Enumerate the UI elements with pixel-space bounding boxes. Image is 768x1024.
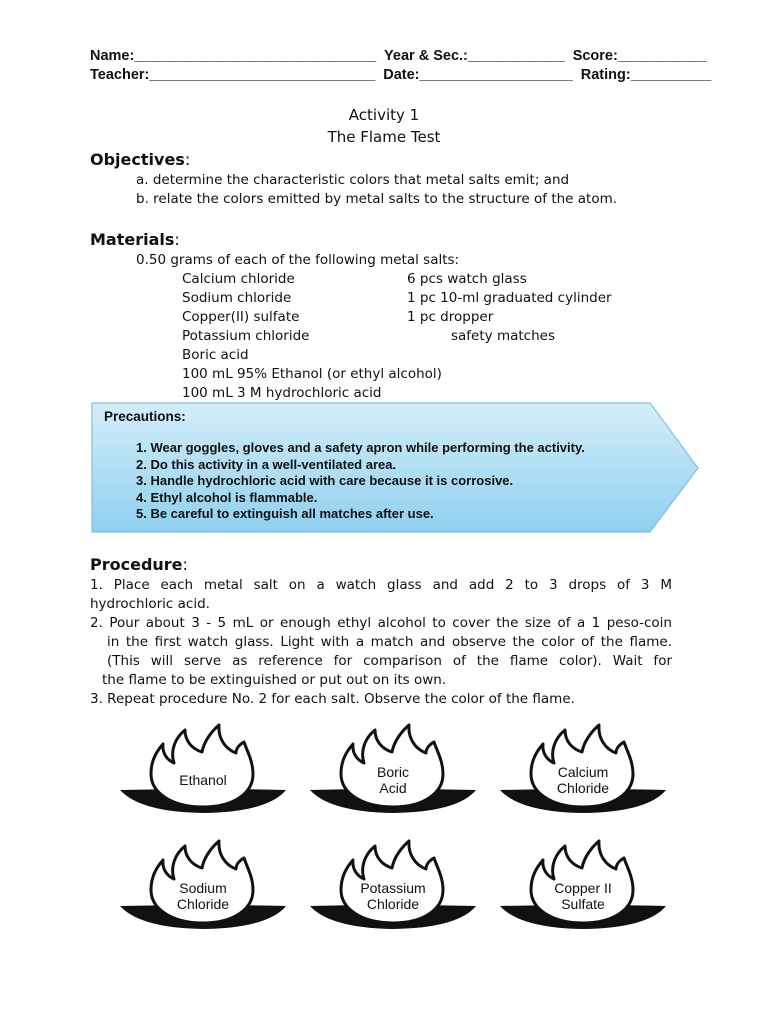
header-line-1: Name:______________________________ Year & Sec.:____________ Score:___________: [90, 48, 707, 64]
precaution-item-1: 1. Wear goggles, gloves and a safety apron while performing the activity.: [136, 440, 585, 455]
flame-label: [538, 764, 628, 796]
material-left-6: 100 mL 95% Ethanol (or ethyl alcohol): [182, 366, 442, 382]
flame-watch-glass: [308, 838, 478, 938]
flame-label-line-1: Potassium: [360, 880, 426, 896]
precaution-item-4: 4. Ethyl alcohol is flammable.: [136, 490, 318, 505]
material-right-4: safety matches: [451, 328, 555, 344]
header-line-2: Teacher:____________________________ Date:___________________ Rating:__________: [90, 67, 712, 83]
material-left-3: Copper(II) sulfate: [182, 309, 300, 325]
flame-label-line-1: Calcium: [557, 764, 609, 780]
procedure-line-2: hydrochloric acid.: [90, 596, 210, 612]
material-right-3: 1 pc dropper: [407, 309, 494, 325]
procedure-line-5: (This will serve as reference for comparison of the flame color). Wait for: [107, 653, 672, 669]
flame-label-line-2: Acid: [379, 780, 407, 796]
activity-title: The Flame Test: [327, 128, 441, 146]
materials-heading: Materials:: [90, 230, 180, 249]
material-left-2: Sodium chloride: [182, 290, 292, 306]
material-left-1: Calcium chloride: [182, 271, 295, 287]
flame-watch-glass: [118, 838, 288, 938]
procedure-line-3: 2. Pour about 3 - 5 mL or enough ethyl alcohol to cover the size of a 1 peso-coin: [90, 615, 672, 631]
flame-label: [538, 880, 628, 912]
material-left-7: 100 mL 3 M hydrochloric acid: [182, 385, 382, 401]
flame-watch-glass: [498, 722, 668, 822]
procedure-line-7: 3. Repeat procedure No. 2 for each salt. Observe the color of the flame.: [90, 691, 575, 707]
flame-watch-glass: [118, 722, 288, 822]
precautions-title: Precautions:: [104, 409, 186, 424]
precaution-item-5: 5. Be careful to extinguish all matches after use.: [136, 506, 434, 521]
procedure-line-6: the flame to be extinguished or put out on its own.: [102, 672, 447, 688]
precaution-item-3: 3. Handle hydrochloric acid with care because it is corrosive.: [136, 473, 514, 488]
flame-label: [348, 880, 438, 912]
flame-watch-glass: [498, 838, 668, 938]
flame-label-line-1: Sodium: [179, 880, 227, 896]
flame-label: [348, 764, 438, 796]
material-left-5: Boric acid: [182, 347, 249, 363]
objectives-heading: Objectives:: [90, 150, 191, 169]
flame-label: [158, 880, 248, 912]
objective-item-a: a. determine the characteristic colors that metal salts emit; and: [136, 172, 570, 188]
procedure-line-4: in the first watch glass. Light with a match and observe the color of the flame.: [107, 634, 672, 650]
flame-label-line-2: Chloride: [556, 780, 610, 796]
objective-item-b: b. relate the colors emitted by metal salts to the structure of the atom.: [136, 191, 618, 207]
flame-watch-glass: [308, 722, 478, 822]
precaution-item-2: 2. Do this activity in a well-ventilated area.: [136, 457, 397, 472]
material-left-4: Potassium chloride: [182, 328, 310, 344]
procedure-heading: Procedure:: [90, 555, 188, 574]
material-right-2: 1 pc 10-ml graduated cylinder: [407, 290, 612, 306]
flame-label: [158, 772, 248, 788]
flame-label-line-2: Chloride: [176, 896, 230, 912]
flame-label-line-1: Ethanol: [179, 772, 227, 788]
procedure-line-1: 1. Place each metal salt on a watch glass and add 2 to 3 drops of 3 M: [90, 577, 672, 593]
flame-label-line-1: Copper II: [554, 880, 612, 896]
flame-label-line-2: Sulfate: [561, 896, 605, 912]
activity-number: Activity 1: [348, 106, 420, 124]
flame-label-line-2: Chloride: [366, 896, 420, 912]
materials-intro: 0.50 grams of each of the following metal salts:: [136, 252, 460, 268]
flame-label-line-1: Boric: [377, 764, 409, 780]
material-right-1: 6 pcs watch glass: [407, 271, 527, 287]
